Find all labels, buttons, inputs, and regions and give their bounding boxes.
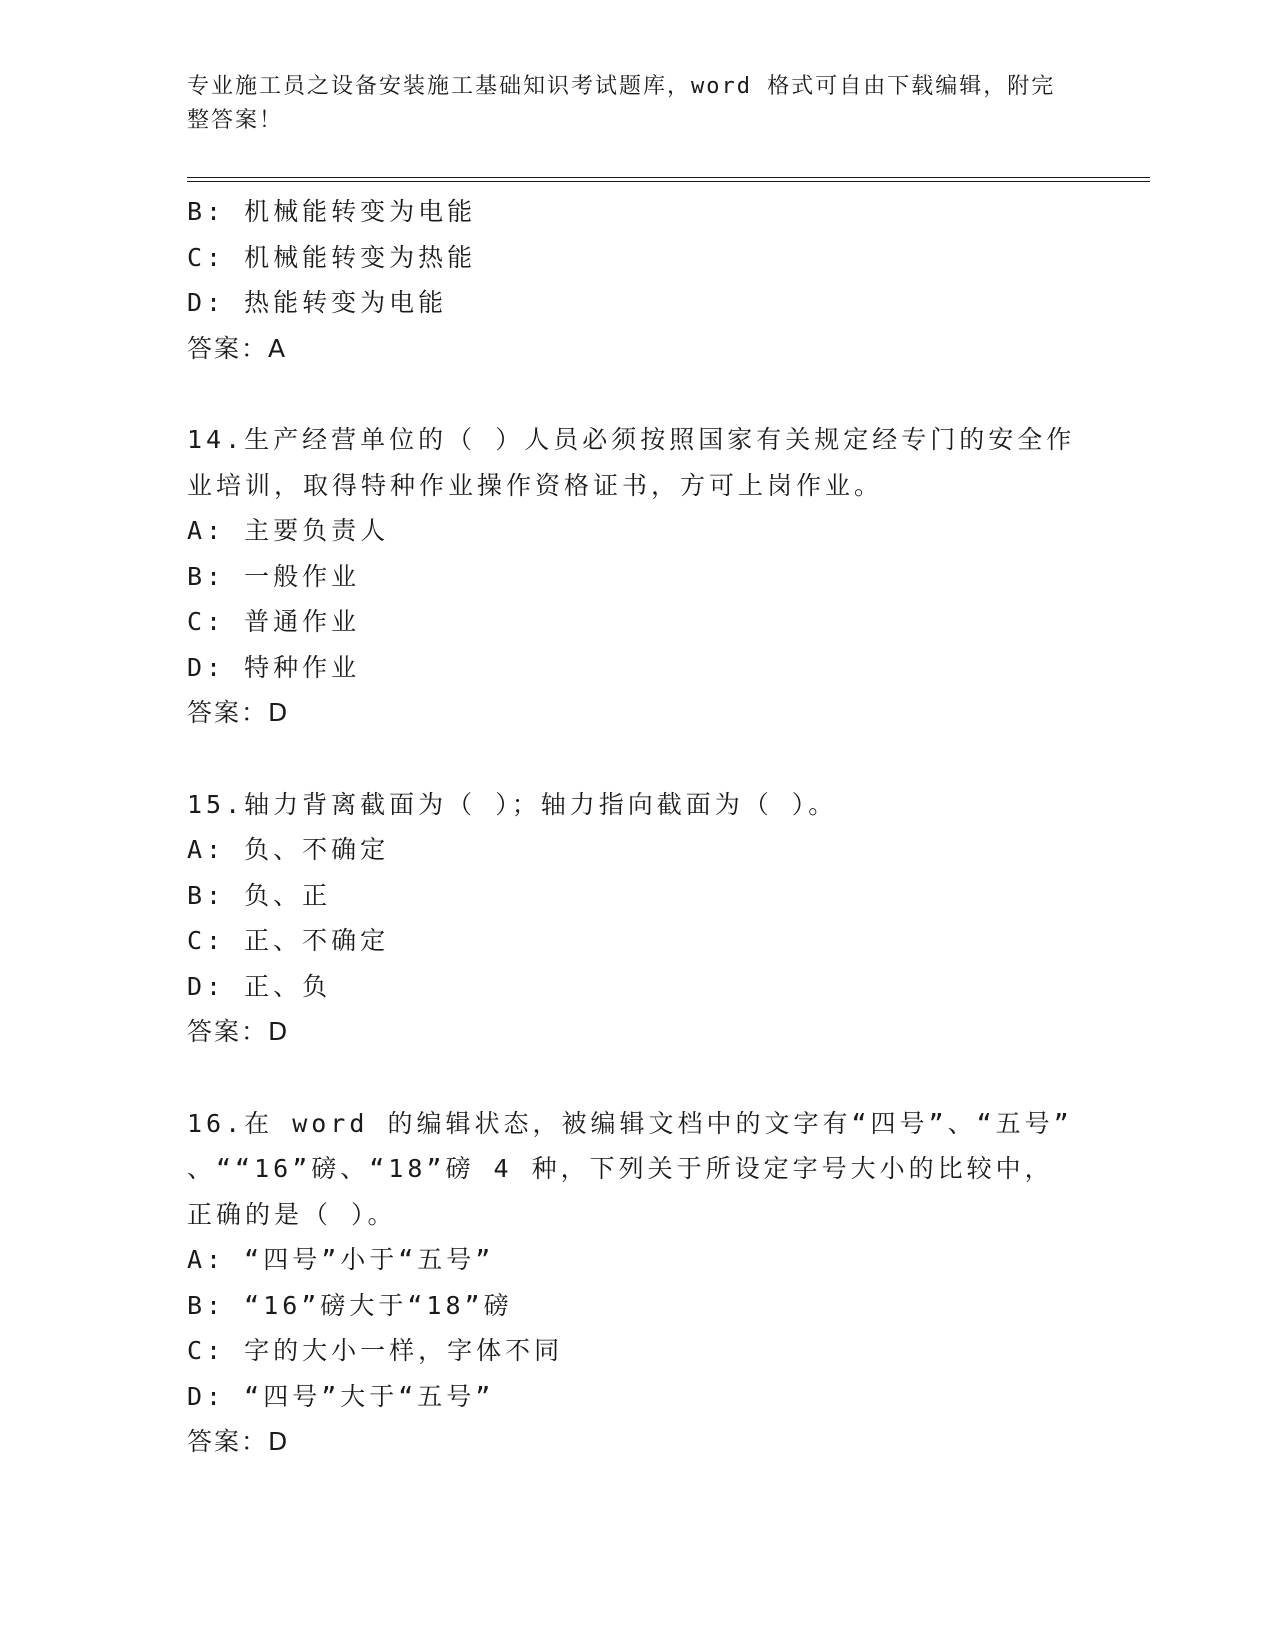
header-rule-bottom [187,181,1150,182]
question-stem-line: 15.轴力背离截面为（ ）；轴力指向截面为（ ）。 [187,789,838,819]
question-spacer [187,736,1067,782]
question-16 [187,1101,1073,1465]
question-stem-line: 14.生产经营单位的（ ）人员必须按照国家有关规定经专门的安全作 [187,425,1076,454]
option-d: D: 特种作业 [187,652,361,682]
question-stem-line: 、““16”磅、“18”磅 4 种，下列关于所设定字号大小的比较中， [187,1154,1054,1183]
question-stem-line: 业培训，取得特种作业操作资格证书，方可上岗作业。 [187,470,884,500]
option-a: A: “四号”小于“五号” [187,1245,495,1274]
option-a: A: 主要负责人 [187,516,390,545]
option-d: D: 正、负 [187,971,332,1001]
option-c: C: 字的大小一样，字体不同 [187,1336,564,1365]
answer-line: 答案：A [187,333,288,363]
header-line-1: 专业施工员之设备安装施工基础知识考试题库，word 格式可自由下载编辑，附完 [187,74,1056,99]
option-c: C: 普通作业 [187,607,361,636]
question-stem-line: 正确的是（ ）。 [187,1199,397,1229]
question-spacer [187,1055,1067,1101]
answer-line: 答案：D [187,698,290,727]
option-c: C: 机械能转变为热能 [187,242,477,272]
question-content [187,189,1076,1465]
option-b: B: 机械能转变为电能 [187,197,477,226]
document-header [187,70,1067,138]
answer-line: 答案：D [187,1427,290,1456]
question-stem-line: 16.在 word 的编辑状态，被编辑文档中的文字有“四号”、“五号” [187,1108,1073,1138]
option-a: A: 负、不确定 [187,835,390,864]
question-13-tail [187,189,1067,371]
answer-line: 答案：D [187,1017,290,1046]
option-b: B: “16”磅大于“18”磅 [187,1290,513,1320]
option-d: D: 热能转变为电能 [187,288,448,317]
option-c: C: 正、不确定 [187,926,390,955]
option-d: D: “四号”大于“五号” [187,1381,495,1411]
header-rule-top [187,177,1150,178]
question-15 [187,782,1067,1055]
question-14 [187,417,1076,736]
question-spacer [187,371,1067,417]
option-b: B: 负、正 [187,880,332,910]
option-b: B: 一般作业 [187,561,361,591]
header-line-2: 整答案！ [187,108,284,133]
